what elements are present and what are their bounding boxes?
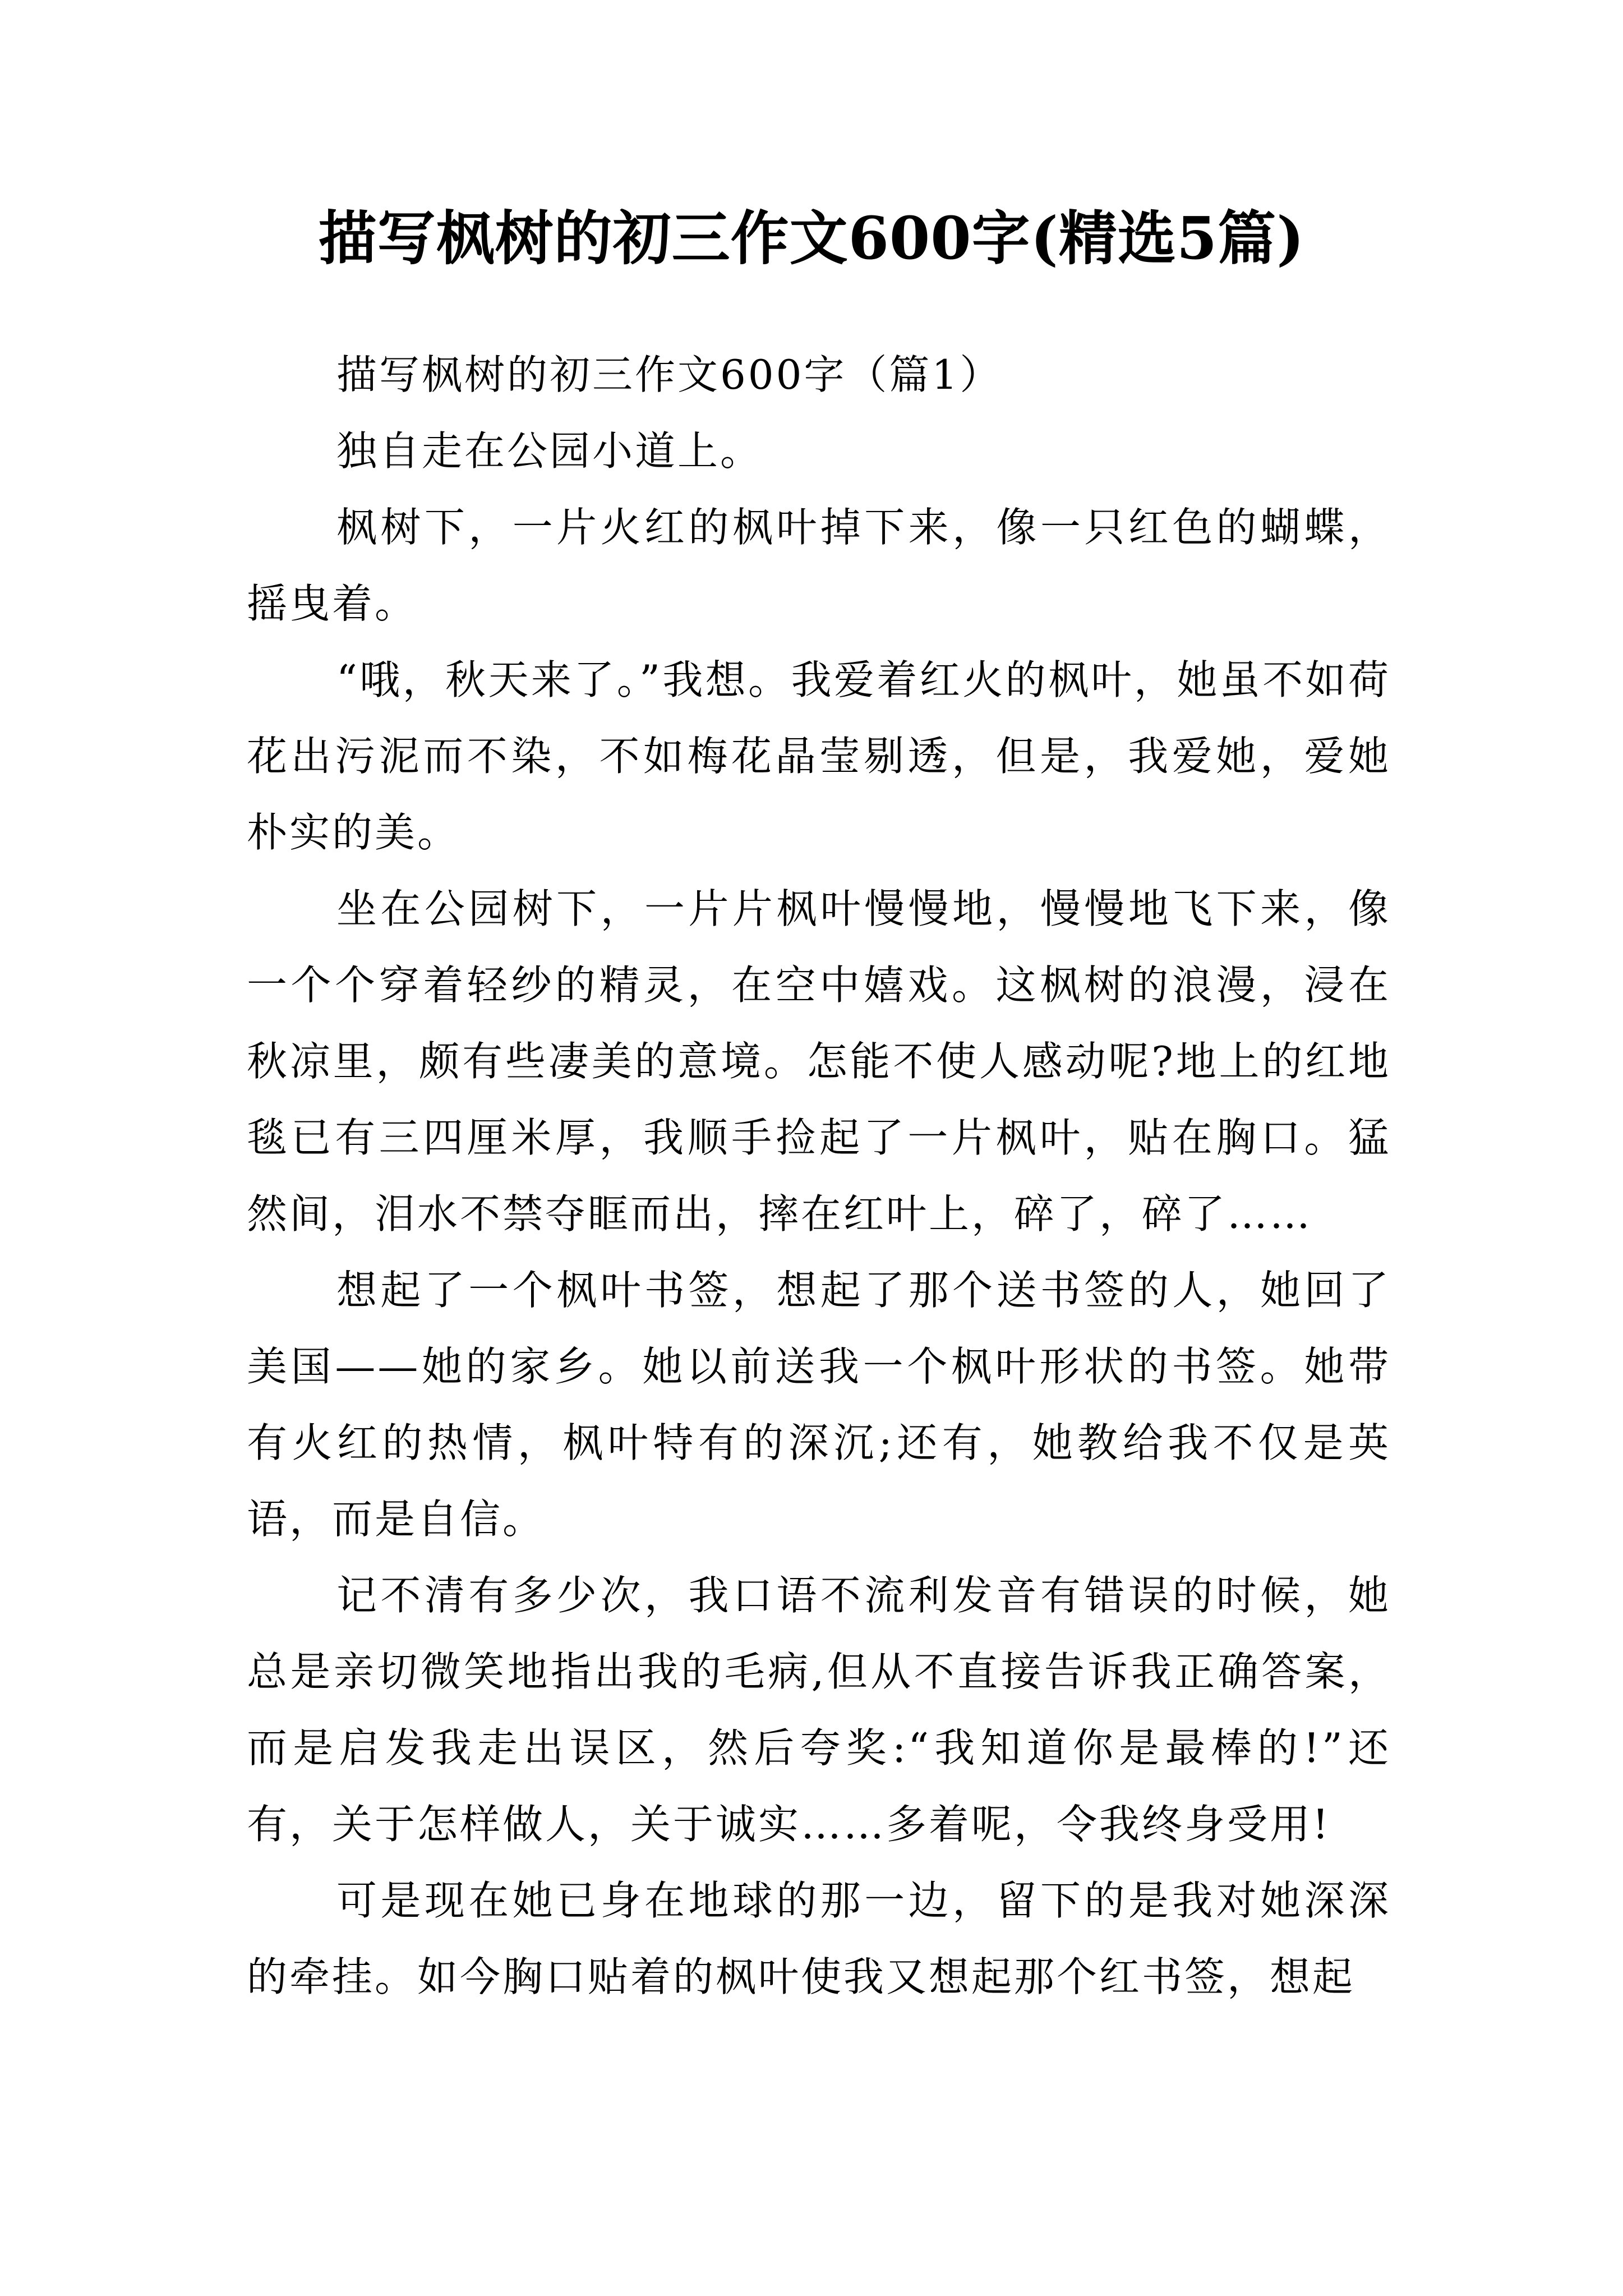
paragraph: 记不清有多少次，我口语不流利发音有错误的时候，她总是亲切微笑地指出我的毛病,但从不直接告诉我正确答案，而是启发我走出误区，然后夸奖:“我知道你是最棒的!”还有，关于怎样做人，关于诚实……多着呢，令我终身受用! — [247, 1572, 1391, 1848]
document-title: 描写枫树的初三作文600字(精选5篇) — [318, 204, 1305, 273]
paragraph: 独自走在公园小道上。 — [336, 427, 763, 475]
paragraph: 坐在公园树下，一片片枫叶慢慢地，慢慢地飞下来，像一个个穿着轻纱的精灵，在空中嬉戏。这枫树的浪漫，浸在秋凉里，颇有些凄美的意境。怎能不使人感动呢?地上的红地毯已有三四厘米厚，我顺手捡起了一片枫叶，贴在胸口。猛然间，泪水不禁夺眶而出，摔在红叶上，碎了，碎了…… — [247, 885, 1391, 1237]
document-body — [247, 337, 1391, 2015]
paragraph: 枫树下，一片火红的枫叶掉下来，像一只红色的蝴蝶，摇曳着。 — [247, 504, 1391, 627]
paragraph: 想起了一个枫叶书签，想起了那个送书签的人，她回了美国——她的家乡。她以前送我一个枫叶形状的书签。她带有火红的热情，枫叶特有的深沉;还有，她教给我不仅是英语，而是自信。 — [247, 1267, 1391, 1543]
paragraph: 可是现在她已身在地球的那一边，留下的是我对她深深的牵挂。如今胸口贴着的枫叶使我又想起那个红书签，想起 — [247, 1877, 1391, 2000]
paragraph: “哦，秋天来了。”我想。我爱着红火的枫叶，她虽不如荷花出污泥而不染，不如梅花晶莹剔透，但是，我爱她，爱她朴实的美。 — [247, 656, 1391, 856]
paragraph-heading: 描写枫树的初三作文600字（篇1） — [336, 351, 1003, 398]
